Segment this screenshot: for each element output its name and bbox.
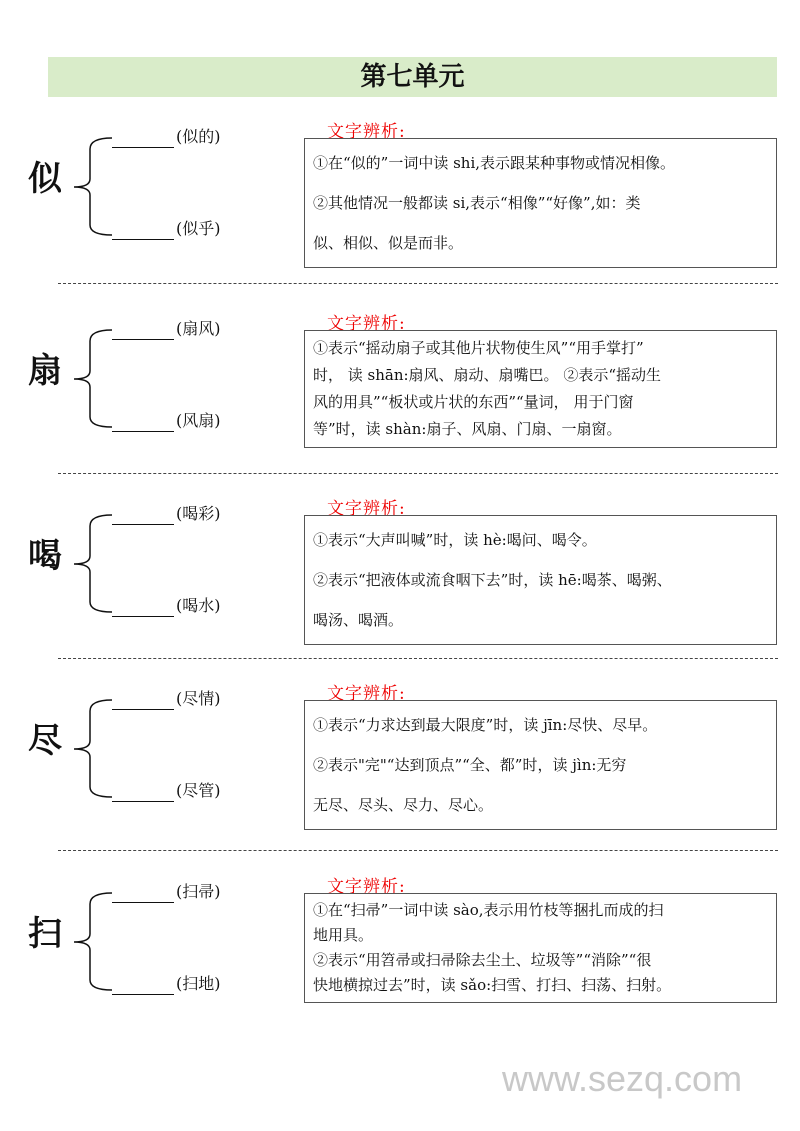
analysis-line: ②表示“把液体或流食咽下去”时，读 hē:喝茶、喝粥、 — [313, 571, 672, 589]
char-section — [0, 872, 800, 1012]
word-label: (尽管) — [176, 781, 221, 800]
watermark: www.sezq.com — [502, 1058, 743, 1099]
word-label: (尽情) — [176, 689, 221, 708]
analysis-box — [304, 515, 777, 645]
analysis-line: ②其他情况一般都读 si,表示“相像”“好像”,如：类 — [313, 194, 641, 212]
analysis-line: ①在“扫帚”一词中读 sào,表示用竹枝等捆扎而成的扫 — [313, 901, 664, 919]
main-character: 扇 — [28, 351, 62, 391]
analysis-line: 风的用具”“板状或片状的东西”“量词， 用于门窗 — [313, 393, 634, 411]
char-section — [0, 309, 800, 449]
main-character: 扫 — [28, 914, 62, 954]
analysis-line: ②表示"完"“达到顶点”“全、都”时，读 jìn:无穷 — [313, 756, 627, 774]
section-divider — [58, 658, 778, 659]
answer-blank[interactable] — [112, 510, 174, 525]
analysis-line: 无尽、尽头、尽力、尽心。 — [313, 796, 494, 814]
answer-blank[interactable] — [112, 787, 174, 802]
main-character: 喝 — [28, 536, 62, 576]
unit-title: 第七单元 — [48, 57, 777, 97]
answer-blank[interactable] — [112, 888, 174, 903]
analysis-box — [304, 330, 777, 448]
answer-blank[interactable] — [112, 695, 174, 710]
analysis-label: 文字辨析: — [327, 684, 406, 704]
brace-icon — [68, 697, 118, 801]
analysis-line: ①表示“力求达到最大限度”时，读 jīn:尽快、尽早。 — [313, 716, 658, 734]
analysis-line: 时， 读 shān:扇风、扇动、扇嘴巴。 ②表示“摇动生 — [313, 366, 661, 384]
word-label: (似的) — [176, 127, 221, 146]
analysis-label: 文字辨析: — [327, 314, 406, 334]
main-character: 尽 — [28, 721, 62, 761]
analysis-line: 等”时，读 shàn:扇子、风扇、门扇、一扇窗。 — [313, 420, 622, 438]
analysis-line: 似、相似、似是而非。 — [313, 234, 464, 252]
analysis-label: 文字辨析: — [327, 499, 406, 519]
answer-blank[interactable] — [112, 980, 174, 995]
analysis-line: 地用具。 — [313, 926, 374, 944]
main-character: 似 — [28, 159, 62, 199]
analysis-line: ①表示“摇动扇子或其他片状物使生风”“用手掌打” — [313, 339, 644, 357]
word-label: (扫帚) — [176, 882, 221, 901]
section-divider — [58, 850, 778, 851]
word-label: (似乎) — [176, 219, 221, 238]
word-label: (扇风) — [176, 319, 221, 338]
analysis-box — [304, 893, 777, 1003]
analysis-line: 快地横掠过去”时，读 sǎo:扫雪、打扫、扫荡、扫射。 — [313, 976, 672, 994]
brace-icon — [68, 135, 118, 239]
analysis-label: 文字辨析: — [327, 122, 406, 142]
analysis-line: ②表示“用笤帚或扫帚除去尘土、垃圾等”“消除”“很 — [313, 951, 652, 969]
word-label: (扫地) — [176, 974, 221, 993]
word-label: (喝彩) — [176, 504, 221, 523]
word-label: (风扇) — [176, 411, 221, 430]
section-divider — [58, 473, 778, 474]
analysis-label: 文字辨析: — [327, 877, 406, 897]
analysis-line: ①在“似的”一词中读 shi,表示跟某种事物或情况相像。 — [313, 154, 676, 172]
brace-icon — [68, 890, 118, 994]
answer-blank[interactable] — [112, 602, 174, 617]
brace-icon — [68, 327, 118, 431]
brace-icon — [68, 512, 118, 616]
answer-blank[interactable] — [112, 133, 174, 148]
char-section — [0, 679, 800, 819]
section-divider — [58, 283, 778, 284]
answer-blank[interactable] — [112, 417, 174, 432]
analysis-box — [304, 138, 777, 268]
analysis-line: ①表示“大声叫喊”时，读 hè:喝问、喝令。 — [313, 531, 597, 549]
answer-blank[interactable] — [112, 225, 174, 240]
word-label: (喝水) — [176, 596, 221, 615]
analysis-line: 喝汤、喝酒。 — [313, 611, 404, 629]
char-section — [0, 117, 800, 257]
analysis-box — [304, 700, 777, 830]
answer-blank[interactable] — [112, 325, 174, 340]
char-section — [0, 494, 800, 634]
